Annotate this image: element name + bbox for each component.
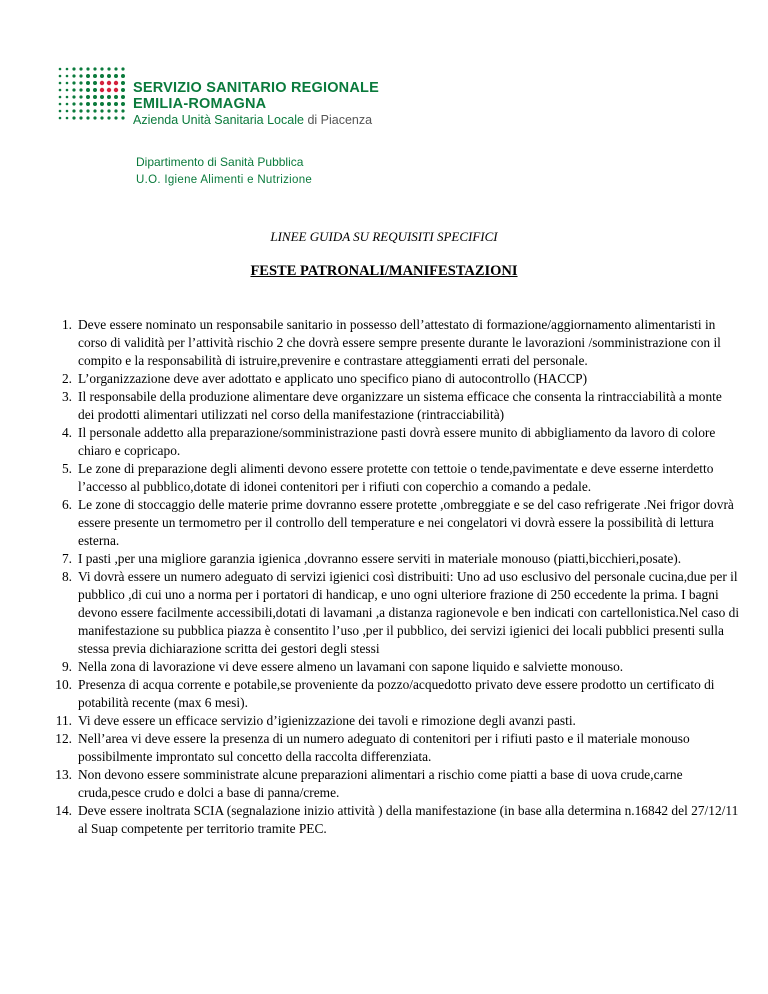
logo-dot [100,67,103,70]
logo-dot [86,95,90,99]
logo-dot [72,95,75,98]
logo-dot [86,67,89,70]
logo-dot [107,67,110,70]
logo-dot [86,81,90,85]
logo-dot [59,110,62,113]
logo-dot [79,88,82,91]
list-item [0,568,740,658]
logo-dot [121,95,125,99]
logo-dot [79,81,82,84]
logo-dot [72,102,75,105]
logo-dot [86,88,90,92]
logo-dot [79,74,82,77]
logo-dot [114,67,117,70]
logo-dot [100,109,103,112]
logo-dot [72,88,75,91]
list-item [0,388,740,424]
logo-dot [59,117,62,120]
list-item-text: Presenza di acqua corrente e potabile,se proveniente da pozzo/acquedotto privato deve essere prodotto un certificato di potabilità recente (max 6 mesi). [78,677,715,710]
list-item [0,730,740,766]
logo-dot [59,68,62,71]
list-item [0,370,740,388]
list-item-number: 11. [55,713,72,728]
list-item-number: 14. [55,803,72,818]
logo-dot [107,95,111,99]
logo-dot [79,67,82,70]
logo-dot [121,67,124,70]
logo-dot [107,109,110,112]
logo-dot [121,88,125,92]
logo-dot [100,116,103,119]
list-item-text: I pasti ,per una migliore garanzia igienica ,dovranno essere serviti in materiale monouso (piatti,bicchieri,posate). [78,551,682,566]
list-item-number: 9. [61,659,72,674]
list-item-number: 8. [61,569,72,584]
logo-dot [100,95,104,99]
list-item [0,766,740,802]
logo-dot [86,102,90,106]
logo-dot [66,117,69,120]
logo-dot [107,102,111,106]
list-item [0,460,740,496]
logo-text [133,80,379,128]
department-name: Dipartimento di Sanità Pubblica [136,155,304,169]
logo-dot [107,88,111,92]
list-item [0,802,740,838]
logo-dot [121,109,124,112]
logo-dot [121,102,125,106]
logo-dot [93,81,97,85]
logo-dot [66,75,69,78]
logo-dot [72,67,75,70]
logo-dot [66,82,69,85]
list-item-text: Deve essere nominato un responsabile sanitario in possesso dell’attestato di formazione/aggiornamento alimentaristi in corso di validità per l’attività rischio 2 che dovrà essere sempre presente durante le lavorazioni /somministrazione con il compito e la responsabilità di istruire,prevenire e contrastare atteggiamenti errati del personale. [78,317,721,368]
list-item-text: Vi dovrà essere un numero adeguato di servizi igienici così distribuiti: Uno ad uso esclusivo del personale cucina,due per il pubblico ,di cui uno a norma per i portatori di handicap, e uno ogni ulteriore frazione di 250 eccedente la prima. I bagni devono essere facilmente accessibili,dotati di lavamani ,a distanza ragionevole e ben indicati con cartellonistica.Nel caso di manifestazione su pubblica piazza è consentito l’uso ,per il pubblico, dei servizi igienici dei locali pubblici presenti sulla stessa previa dichiarazione scritta dei gestori degli stessi [78,569,740,656]
list-item-number: 1. [61,317,72,332]
logo-line-3 [133,112,379,128]
list-item [0,550,740,568]
list-item-text: Vi deve essere un efficace servizio d’igienizzazione dei tavoli e rimozione degli avanzi pasti. [78,713,576,728]
logo-dot [79,109,82,112]
logo-dot [100,88,104,92]
logo-dot [114,88,118,92]
logo-line-1: SERVIZIO SANITARIO REGIONALE [133,80,379,96]
logo-dot [93,95,97,99]
logo-dot [86,116,89,119]
logo-dot-grid [57,66,127,120]
list-item-number: 12. [55,731,72,746]
logo-line-3-main: Azienda Unità Sanitaria Locale [133,113,304,127]
logo-dot [86,74,90,78]
list-item-number: 7. [61,551,72,566]
logo-dot [114,81,118,85]
logo-dot [72,116,75,119]
logo-dot [93,116,96,119]
logo-dot [93,67,96,70]
logo-dot [72,74,75,77]
logo-dot [100,74,104,78]
logo-line-2: EMILIA-ROMAGNA [133,96,267,112]
logo-dot [59,96,62,99]
logo-dot [72,81,75,84]
list-item-number: 3. [61,389,72,404]
list-item-text: Non devono essere somministrate alcune preparazioni alimentari a rischio come piatti a base di uova crude,carne cruda,pesce crudo e dolci a base di panna/creme. [78,767,683,800]
logo-dot [107,74,111,78]
logo-dot [93,102,97,106]
list-item [0,424,740,460]
logo-dot [66,68,69,71]
logo-line-3-tail: di Piacenza [307,113,373,127]
logo-dot [66,110,69,113]
logo-dot [79,116,82,119]
unit-name: U.O. Igiene Alimenti e Nutrizione [136,174,313,186]
logo-dot [107,116,110,119]
logo-dot [121,74,125,78]
logo-dot [79,102,82,105]
logo-dot [107,81,111,85]
logo-dot [114,102,118,106]
logo-dot [59,89,62,92]
list-item-text: Il responsabile della produzione alimentare deve organizzare un sistema efficace che consenta la rintracciabilità a monte dei prodotti alimentari utilizzati nel corso della manifestazione (rintracciabilità) [78,389,722,422]
logo-dot [100,81,104,85]
list-item-text: Nell’area vi deve essere la presenza di un numero adeguato di contenitori per i rifiuti pasto e il materiale monouso possibilmente improntato sul concetto della raccolta differenziata. [78,731,690,764]
logo-dot [66,96,69,99]
list-item-text: L’organizzazione deve aver adottato e applicato uno specifico piano di autocontrollo (HACCP) [78,371,588,386]
list-item-number: 13. [55,767,72,782]
logo-dot [86,109,89,112]
logo-dot [93,88,97,92]
list-item-text: Le zone di preparazione degli alimenti devono essere protette con tettoie o tende,pavimentate e deve esserne interdetto l’accesso al pubblico,dotate di idonei contenitori per i rifiuti con coperchio a comando a pedale. [78,461,714,494]
list-item-text: Le zone di stoccaggio delle materie prime dovranno essere protette ,ombreggiate e se del caso refrigerate .Nei frigor dovrà essere presente un termometro per il controllo dell temperature e nei congelatori vi dovrà essere la possibilità di lettura esterna. [78,497,734,548]
list-item [0,316,740,370]
list-item [0,712,740,730]
list-item-text: Deve essere inoltrata SCIA (segnalazione inizio attività ) della manifestazione (in base alla determina n.16842 del 27/12/11 al Suap competente per territorio tramite PEC. [78,803,739,836]
logo-dot [121,116,124,119]
document-title: FESTE PATRONALI/MANIFESTAZIONI [250,263,518,279]
logo-dot [59,75,62,78]
logo-dot [59,103,62,106]
logo-dot [114,116,117,119]
list-item-number: 2. [61,371,72,386]
logo-dot [114,74,118,78]
logo-dot [79,95,82,98]
list-item [0,496,740,550]
logo-dot [66,89,69,92]
list-item-number: 10. [55,677,72,692]
list-item [0,658,740,676]
logo-dot [66,103,69,106]
document-subtitle: LINEE GUIDA SU REQUISITI SPECIFICI [270,229,498,244]
list-item-number: 6. [61,497,72,512]
logo-dot [72,109,75,112]
list-item [0,676,740,712]
requirements-list [0,316,740,838]
list-item-text: Il personale addetto alla preparazione/somministrazione pasti dovrà essere munito di abbigliamento da lavoro di colore chiaro e copricapo. [78,425,716,458]
logo-dot [93,109,96,112]
department-block [136,153,312,189]
list-item-number: 4. [61,425,72,440]
logo-dot [93,74,97,78]
logo-dot [114,109,117,112]
logo-dot [121,81,125,85]
list-item-number: 5. [61,461,72,476]
list-item-text: Nella zona di lavorazione vi deve essere almeno un lavamani con sapone liquido e salviette monouso. [78,659,624,674]
logo-dot [59,82,62,85]
logo-dot [114,95,118,99]
logo-dot [100,102,104,106]
